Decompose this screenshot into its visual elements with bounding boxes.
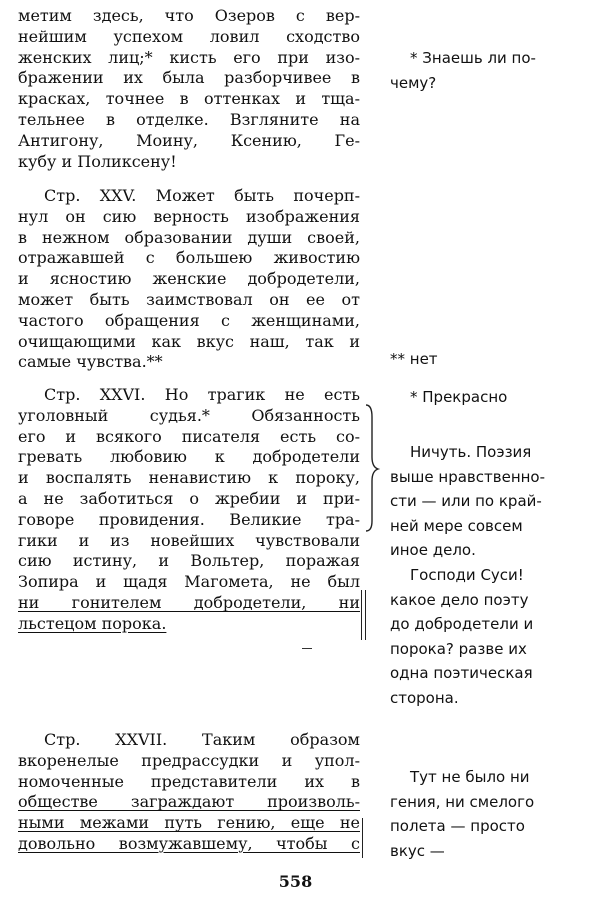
text-line: Зопира и щадя Магомета, не был [18,572,360,592]
text-line: и воспалять ненавистию к пороку, [18,468,360,488]
text-line: Стр. XXVI. Но трагик не есть [44,385,360,404]
text-line: Стр. XXVII. Таким образом [44,730,360,749]
main-text-block-2 [18,186,360,373]
note-line: ней мере совсем [390,516,523,535]
text-line: Стр. XXV. Может быть почерп- [44,186,360,205]
note-line: какое дело поэту [390,590,529,609]
note-line: Тут не было ни [410,768,530,786]
main-text-block-3 [18,385,360,635]
note-line: * Знаешь ли по- [410,49,536,67]
text-line: Антигону, Моину, Ксению, Ге- [18,130,360,150]
text-line: гревать любовию к добродетели [18,447,360,467]
text-line: нул он сию верность изображения [18,206,360,226]
note-line: вкус — [390,841,445,860]
underlined-text-line: ни гонителем добродетели, ни [18,592,360,612]
main-text-block-4 [18,730,360,855]
note-line: гения, ни смелого [390,792,535,811]
margin-bar [362,818,363,858]
text-line: сию истину, и Вольтер, поражая [18,551,360,571]
note-line: * Прекрасно [410,388,508,406]
text-line: номоченные представители их в [18,771,360,791]
text-line: уголовный судья.* Обязанность [18,405,360,425]
text-line: метим здесь, что Озеров с вер- [18,6,360,25]
text-line: тельнее в отделке. Взгляните на [18,109,360,129]
underlined-text-line: обществе заграждают произволь- [18,792,360,812]
text-line: самые чувства.** [18,352,163,372]
text-line: а не заботиться о жребии и при- [18,488,360,508]
margin-note-5 [390,563,582,710]
margin-bar [365,590,366,640]
text-line: бражении их была разборчивее в [18,68,360,88]
text-line: нейшим успехом ловил сходство [18,26,360,46]
underlined-text-line: ными межами путь гению, еще не [18,813,360,833]
margin-note-4 [390,440,582,563]
note-line: Ничуть. Поэзия [410,443,532,461]
note-line: до добродетели и [390,615,534,633]
text-line: говоре провидения. Великие тра- [18,509,360,529]
text-line: гики и из новейших чувствовали [18,530,360,550]
text-line: очищающими как вкус наш, так и [18,331,360,351]
text-line: красках, точнее в оттенках и тща- [18,89,360,109]
text-line: кубу и Поликсену! [18,151,177,171]
dash-mark [302,648,312,649]
text-line: вкоренелые предрассудки и упол- [18,750,360,770]
text-line: отражавшей с большею живостию [18,248,360,268]
note-line: сторона. [390,688,459,707]
note-line: выше нравственно- [390,467,546,486]
note-line: иное дело. [390,541,476,559]
text-line: и ясностию женские добродетели, [18,269,360,289]
main-text-block-1 [18,6,360,172]
curly-brace-mark [362,403,382,533]
text-line: женских лиц;* кисть его при изо- [18,47,360,67]
page-number: 558 [278,872,313,891]
note-line: одна поэтическая [390,664,533,682]
note-line: сти — или по край- [390,492,542,510]
note-line: ** нет [390,350,438,368]
underlined-text-line: льстецом порока. [18,613,167,633]
note-line: Господи Суси! [410,566,524,584]
margin-note-1 [390,46,582,95]
text-line: в нежном образовании души своей, [18,227,360,247]
note-line: полета — просто [390,817,525,835]
margin-note-3 [390,385,582,410]
text-line: его и всякого писателя есть со- [18,426,360,446]
text-line: частого обращения с женщинами, [18,310,360,330]
margin-note-6 [390,765,582,863]
margin-note-2 [390,347,582,372]
note-line: чему? [390,73,437,92]
margin-bar [361,590,362,640]
note-line: порока? разве их [390,639,527,658]
underlined-text-line: довольно возмужавшему, чтобы с [18,833,360,853]
text-line: может быть заимствовал он ее от [18,289,360,309]
